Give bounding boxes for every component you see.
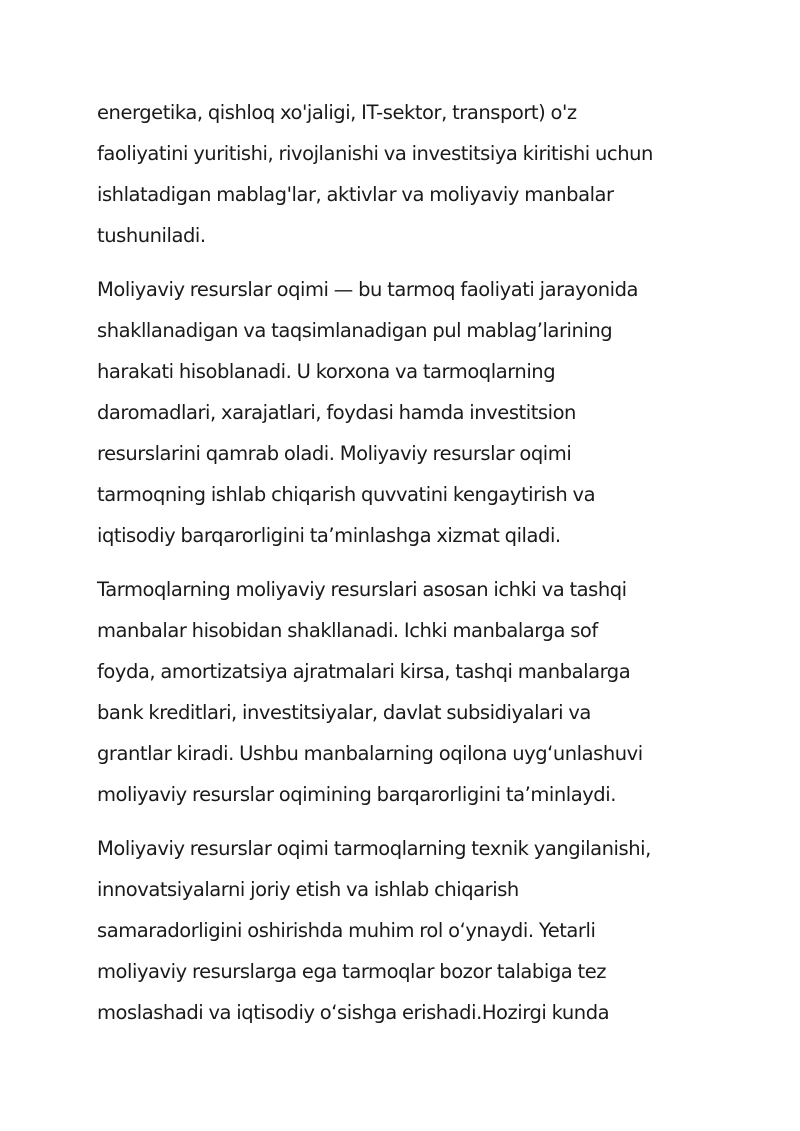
document-body (97, 92, 712, 1046)
text-line: Moliyaviy resurslar oqimi tarmoqlarning texnik yangilanishi, (97, 837, 651, 860)
text-line: faoliyatini yuritishi, rivojlanishi va investitsiya kiritishi uchun (97, 142, 653, 165)
text-line: tarmoqning ishlab chiqarish quvvatini kengaytirish va (97, 483, 596, 506)
paragraph-3 (97, 569, 712, 815)
text-line: moslashadi va iqtisodiy o‘sishga erishadi.Hozirgi kunda (97, 1001, 610, 1024)
text-line: innovatsiyalarni joriy etish va ishlab chiqarish (97, 878, 519, 901)
text-line: energetika, qishloq xo'jaligi, IT-sektor, transport) o'z (97, 101, 577, 124)
text-line: iqtisodiy barqarorligini ta’minlashga xizmat qiladi. (97, 524, 561, 547)
text-line: ishlatadigan mablag'lar, aktivlar va moliyaviy manbalar (97, 183, 614, 206)
text-line: moliyaviy resurslar oqimining barqarorligini ta’minlaydi. (97, 783, 616, 806)
text-line: harakati hisoblanadi. U korxona va tarmoqlarning (97, 360, 556, 383)
text-line: foyda, amortizatsiya ajratmalari kirsa, tashqi manbalarga (97, 660, 631, 683)
text-line: bank kreditlari, investitsiyalar, davlat subsidiyalari va (97, 701, 591, 724)
text-line: samaradorligini oshirishda muhim rol o‘ynaydi. Yetarli (97, 919, 596, 942)
paragraph-4 (97, 828, 712, 1033)
text-line: moliyaviy resurslarga ega tarmoqlar bozor talabiga tez (97, 960, 607, 983)
text-line: resurslarini qamrab oladi. Moliyaviy resurslar oqimi (97, 442, 572, 465)
text-line: manbalar hisobidan shakllanadi. Ichki manbalarga sof (97, 619, 598, 642)
text-line: tushuniladi. (97, 224, 206, 247)
paragraph-1 (97, 92, 712, 256)
text-line: grantlar kiradi. Ushbu manbalarning oqilona uyg‘unlashuvi (97, 742, 643, 765)
text-line: Moliyaviy resurslar oqimi — bu tarmoq faoliyati jarayonida (97, 278, 639, 301)
text-line: daromadlari, xarajatlari, foydasi hamda investitsion (97, 401, 576, 424)
text-line: shakllanadigan va taqsimlanadigan pul mablag’larining (97, 319, 613, 342)
paragraph-2 (97, 269, 712, 556)
text-line: Tarmoqlarning moliyaviy resurslari asosan ichki va tashqi (97, 578, 627, 601)
